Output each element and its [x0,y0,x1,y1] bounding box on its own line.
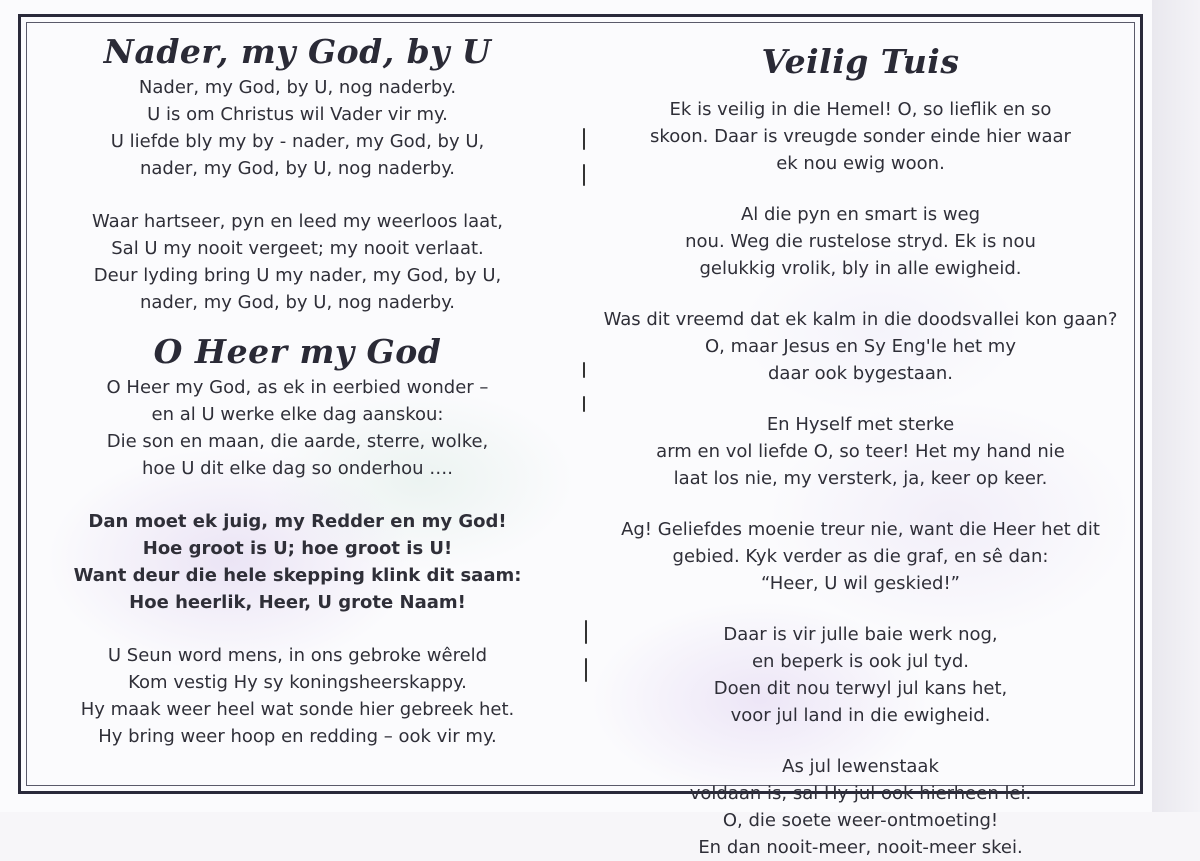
hymn-title: O Heer my God [153,332,442,371]
verse-line: Sal U my nooit vergeet; my nooit verlaat. [111,238,484,259]
stanza [588,96,1133,177]
verse-line: U Seun word mens, in ons gebroke wêreld [107,645,488,666]
fold-mark [583,128,585,150]
stanza [588,621,1133,729]
stanza [588,201,1133,282]
verse-line: O, die soete weer-ontmoeting! [722,810,999,831]
verse-line: nou. Weg die rustelose stryd. Ek is nou [685,231,1036,252]
verse-line: O, maar Jesus en Sy Eng'le het my [704,336,1016,357]
stanza [588,411,1133,492]
page-edge [1152,0,1200,812]
fold-mark [583,362,585,378]
verse-line: U is om Christus wil Vader vir my. [147,104,448,125]
stanza [588,753,1133,861]
verse-line: En dan nooit-meer, nooit-meer skei. [698,837,1023,858]
hymn-title: Nader, my God, by U [103,32,492,71]
verse-line: Kom vestig Hy sy koningsheerskappy. [128,672,467,693]
verse-line: Al die pyn en smart is weg [740,204,981,225]
stanza [60,374,535,482]
verse-line: laat los nie, my versterk, ja, keer op keer. [673,468,1048,489]
stanza [588,516,1133,597]
verse-line: arm en vol liefde O, so teer! Het my hand nie [656,441,1065,462]
verse-line: Was dit vreemd dat ek kalm in die doodsvallei kon gaan? [603,309,1118,330]
verse-line: gelukkig vrolik, bly in alle ewigheid. [699,258,1022,279]
verse-line: As jul lewenstaak [782,756,939,777]
poem-title: Veilig Tuis [761,42,960,81]
verse-line: ek nou ewig woon. [776,153,945,174]
fold-mark [583,396,585,412]
verse-line: Daar is vir julle baie werk nog, [723,624,998,645]
verse-line: Dan moet ek juig, my Redder en my God! [88,511,507,532]
verse-line: voor jul land in die ewigheid. [730,705,991,726]
stanza [60,74,535,182]
verse-line: Doen dit nou terwyl jul kans het, [713,678,1008,699]
verse-line: Ek is veilig in die Hemel! O, so lieflik en so [669,99,1052,120]
fold-mark [583,164,585,186]
verse-line: en beperk is ook jul tyd. [751,651,969,672]
right-column [588,40,1133,861]
verse-line: “Heer, U wil geskied!” [761,573,960,594]
verse-line: Hy bring weer hoop en redding – ook vir my. [98,726,497,747]
verse-line: skoon. Daar is vreugde sonder einde hier waar [650,126,1071,147]
verse-line: Hy maak weer heel wat sonde hier gebreek het. [80,699,515,720]
verse-line: voldaan is, sal Hy jul ook hierheen lei. [689,783,1032,804]
verse-line: Waar hartseer, pyn en leed my weerloos laat, [92,211,503,232]
fold-mark [585,620,587,644]
verse-line: Nader, my God, by U, nog naderby. [138,77,457,98]
verse-line: Deur lyding bring U my nader, my God, by U, [93,265,502,286]
verse-line: Want deur die hele skepping klink dit saam: [73,565,522,586]
verse-line: daar ook bygestaan. [768,363,953,384]
verse-line: Hoe groot is U; hoe groot is U! [142,538,453,559]
verse-line: En Hyself met sterke [766,414,955,435]
stanza [60,642,535,750]
verse-line: gebied. Kyk verder as die graf, en sê dan: [672,546,1049,567]
verse-line: O Heer my God, as ek in eerbied wonder – [106,377,489,398]
chorus [60,508,535,616]
fold-mark [585,658,587,682]
verse-line: nader, my God, by U, nog naderby. [139,158,456,179]
verse-line: nader, my God, by U, nog naderby. [139,292,456,313]
verse-line: Ag! Geliefdes moenie treur nie, want die Heer het dit [621,519,1100,540]
verse-line: U liefde bly my by - nader, my God, by U, [110,131,485,152]
stanza [60,208,535,316]
verse-line: Hoe heerlik, Heer, U grote Naam! [129,592,466,613]
verse-line: en al U werke elke dag aanskou: [151,404,444,425]
verse-line: Die son en maan, die aarde, sterre, wolke, [106,431,489,452]
verse-line: hoe U dit elke dag so onderhou …. [142,458,453,479]
stanza [588,306,1133,387]
left-column [60,30,535,750]
